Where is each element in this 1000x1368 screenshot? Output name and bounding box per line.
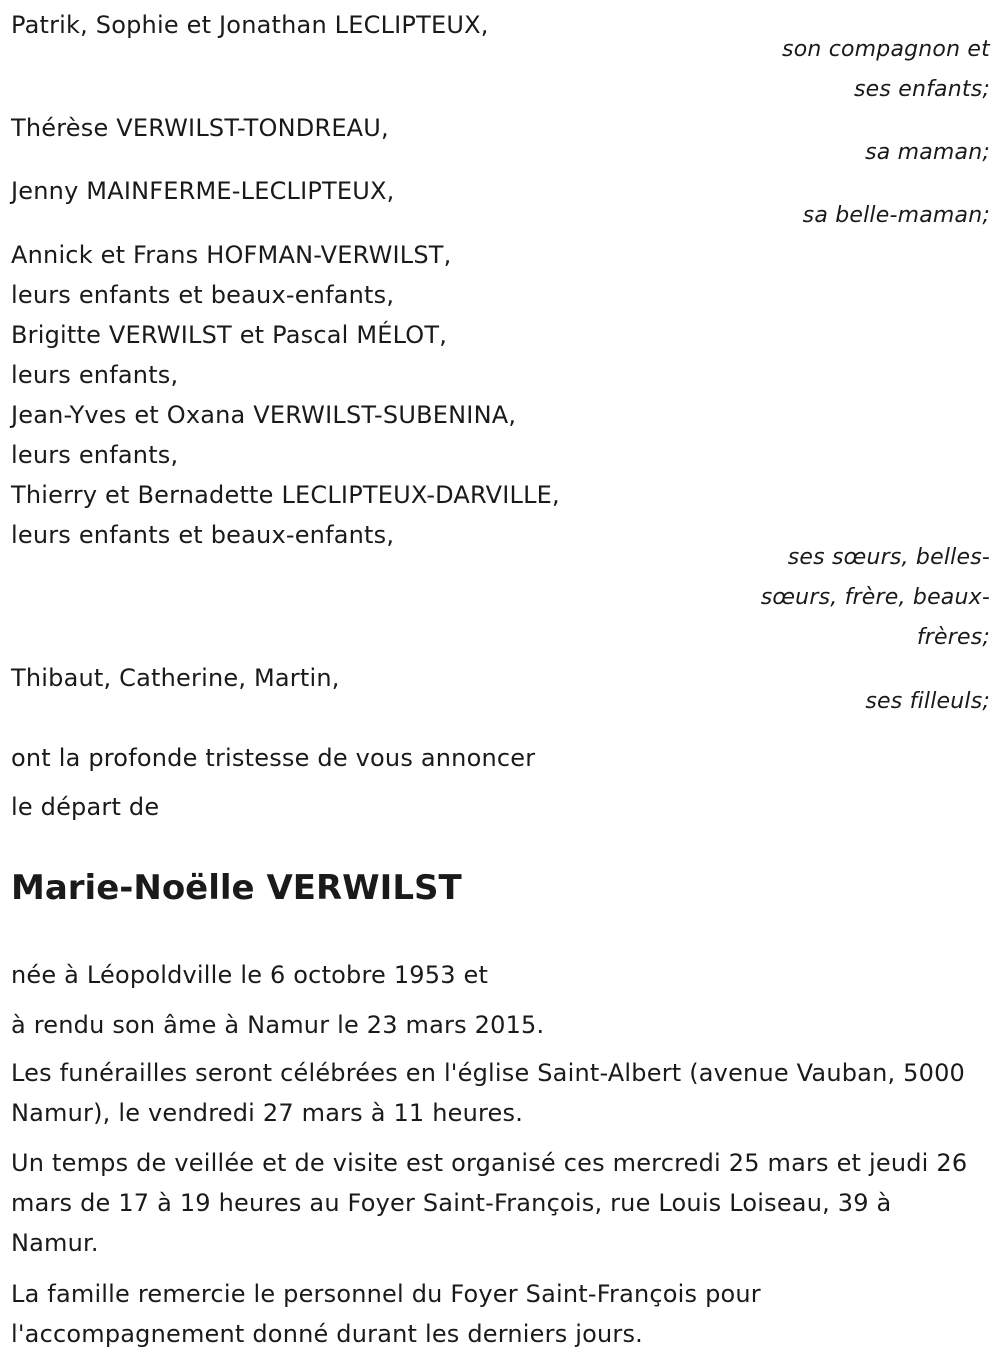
relation-line: sœurs, frère, beaux- — [760, 585, 990, 610]
funeral-paragraph: Les funérailles seront célébrées en l'église Saint-Albert (avenue Vauban, 5000 Namur), le vendredi 27 mars à 11 heures. — [11, 1059, 966, 1127]
family-line: leurs enfants, — [11, 441, 179, 469]
relation-line: sa belle-maman; — [802, 203, 990, 228]
relation-label — [803, 196, 990, 236]
family-line: leurs enfants et beaux-enfants, — [11, 281, 395, 309]
death-line: à rendu son âme à Namur le 23 mars 2015. — [11, 1011, 545, 1039]
vigil-paragraph: Un temps de veillée et de visite est organisé ces mercredi 25 mars et jeudi 26 mars de 17 à 19 heures au Foyer Saint-François, rue Louis Loiseau, 39 à Namur. — [11, 1149, 968, 1257]
family-line: Thierry et Bernadette LECLIPTEUX-DARVILLE, — [11, 481, 560, 509]
relation-line: ses filleuls; — [865, 689, 990, 714]
family-line: Brigitte VERWILST et Pascal MÉLOT, — [11, 321, 448, 349]
relation-line: son compagnon et — [782, 37, 990, 62]
family-line: Jenny MAINFERME-LECLIPTEUX, — [11, 177, 395, 205]
family-line: leurs enfants, — [11, 361, 179, 389]
announcement-line: ont la profonde tristesse de vous annoncer — [11, 744, 536, 772]
relation-label — [782, 30, 990, 110]
family-line: Patrik, Sophie et Jonathan LECLIPTEUX, — [11, 11, 489, 39]
family-line: Annick et Frans HOFMAN-VERWILST, — [11, 241, 452, 269]
relation-label — [761, 538, 990, 658]
relation-line: sa maman; — [865, 140, 990, 165]
thanks-paragraph: La famille remercie le personnel du Foyer Saint-François pour l'accompagnement donné durant les derniers jours. — [11, 1280, 761, 1348]
relation-line: frères; — [916, 625, 990, 650]
relation-line: ses enfants; — [853, 77, 990, 102]
announcement-line: le départ de — [11, 793, 160, 821]
relation-label — [865, 133, 990, 173]
relation-line: ses sœurs, belles- — [787, 545, 990, 570]
family-line: Thibaut, Catherine, Martin, — [11, 664, 340, 692]
family-line: Jean-Yves et Oxana VERWILST-SUBENINA, — [11, 401, 517, 429]
deceased-name: Marie-Noëlle VERWILST — [11, 868, 462, 908]
relation-label — [865, 682, 990, 722]
family-line: Thérèse VERWILST-TONDREAU, — [11, 114, 389, 142]
family-line: leurs enfants et beaux-enfants, — [11, 521, 395, 549]
birth-line: née à Léopoldville le 6 octobre 1953 et — [11, 961, 489, 989]
